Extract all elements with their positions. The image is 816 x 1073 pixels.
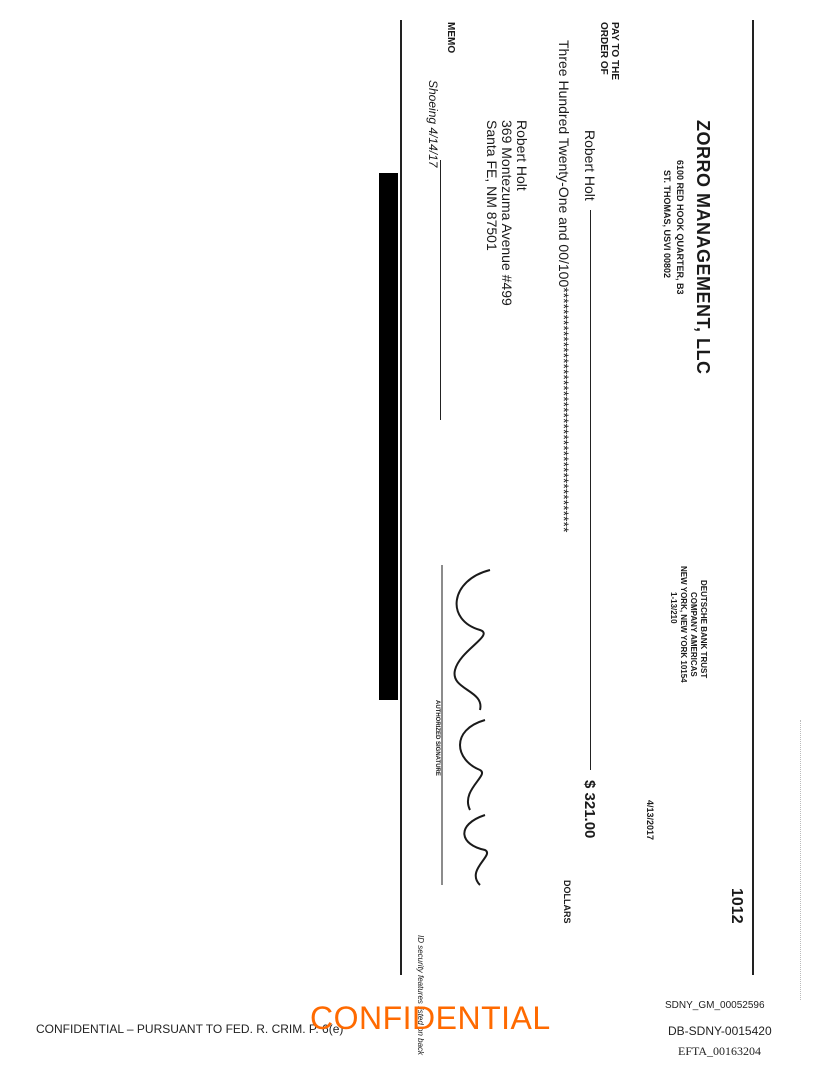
security-note: ID security features listed on back [416,935,425,1056]
pay-to-label-line-1: PAY TO THE [609,22,620,80]
amount-in-words: Three Hundred Twenty-One and 00/100********************************************* [556,40,572,533]
recipient-street: 369 Montezuma Avenue #499 [499,120,515,306]
signature-icon [440,560,500,890]
memo-text: Shoeing 4/14/17 [426,80,440,168]
bank-name-line-1: DEUTSCHE BANK TRUST [699,580,708,679]
bates-ref-sdny-gm: SDNY_GM_00052596 [665,1000,765,1011]
bates-ref-efta: EFTA_00163204 [678,1044,762,1058]
recipient-city: Santa FE, NM 87501 [484,120,500,251]
signature-caption: AUTHORIZED SIGNATURE [434,700,440,776]
confidential-notice: CONFIDENTIAL – PURSUANT TO FED. R. CRIM. P. 6(e) [36,1022,344,1036]
dollars-label: DOLLARS [562,880,572,924]
company-address-line-2: ST. THOMAS, USVI 00802 [662,170,672,279]
check-date: 4/13/2017 [645,800,655,841]
bank-routing-fraction: 1-13/210 [669,592,678,624]
memo-line [440,160,441,420]
company-address-line-1: 6100 RED HOOK QUARTER, B3 [675,160,685,295]
scan-edge [800,720,802,1000]
bank-name-line-2: COMPANY AMERICAS [689,592,698,677]
confidential-stamp: CONFIDENTIAL [310,1000,551,1036]
pay-to-label [598,22,620,80]
bates-ref-db-sdny: DB-SDNY-0015420 [668,1024,772,1038]
pay-to-label-line-2: ORDER OF [598,22,609,75]
redaction-bar [379,173,398,700]
recipient-name: Robert Holt [514,120,530,191]
check-number: 1012 [728,888,745,924]
company-name: ZORRO MANAGEMENT, LLC [693,120,713,375]
memo-label: MEMO [445,22,456,54]
bank-address-line: NEW YORK, NEW YORK 10154 [679,566,688,683]
payee-name: Robert Holt [582,130,598,201]
amount-numeric: $ 321.00 [581,780,598,839]
payee-line [590,210,591,770]
